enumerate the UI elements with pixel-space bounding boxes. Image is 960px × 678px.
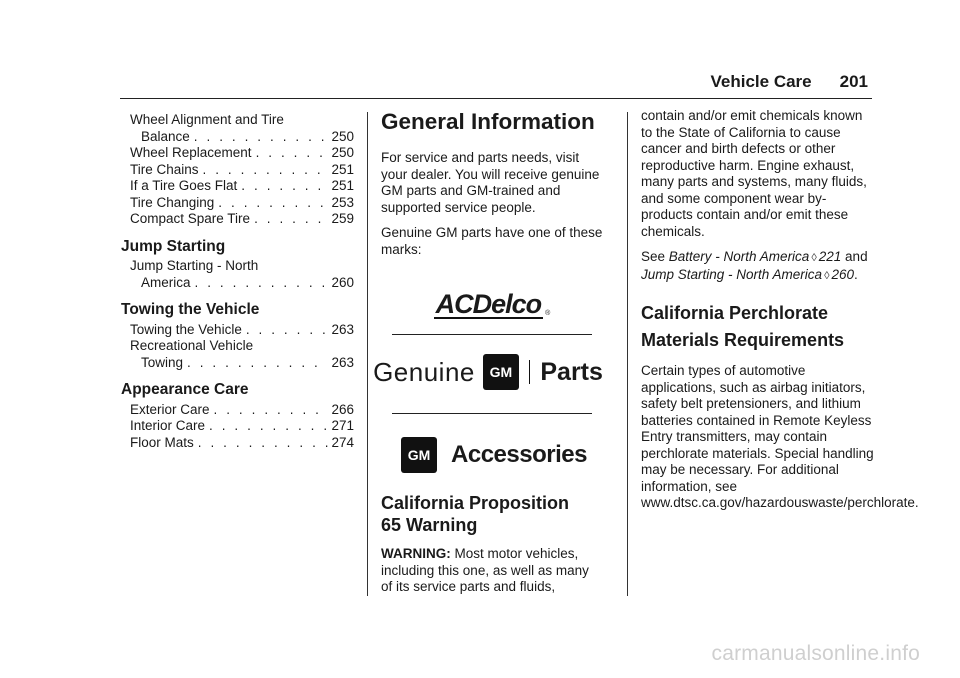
toc-entry-interior-care[interactable]: Interior Care . . . 271: [130, 418, 354, 435]
paragraph-service: For service and parts needs, visit your dealer. You will receive genuine GM parts and GM-trained and supported service people.: [381, 150, 600, 215]
paragraph-perchlorate: Certain types of automotive applications, such as airbag initiators, safety belt pretensioners, and lithium batteries contained in Remote Keyless Entry transmitters, may contain perchlorate materials. Special handling may be necessary. For additional information, see www.dtsc.ca.gov/hazardouswaste/perchlorate.: [641, 363, 919, 510]
toc-entry-floor-mats[interactable]: Floor Mats . . . 274: [130, 435, 354, 452]
toc-entry-wheel-replacement[interactable]: Wheel Replacement . . . 250: [130, 145, 354, 162]
toc-entry-rv-towing-cont[interactable]: Towing . . . 263: [130, 355, 354, 372]
heading-prop65: California Proposition 65 Warning: [381, 493, 570, 535]
paragraph-prop65-continued: contain and/or emit chemicals known to the State of California to cause cancer and birth defects or other reproductive harm. Engine exhaust, many parts and systems, many fluids, and some component wear by-products contain and/or emit these chemicals.: [641, 108, 867, 239]
toc-heading-jump-starting: Jump Starting: [121, 237, 226, 255]
toc-page: 266: [331, 401, 354, 417]
genuine-gm-parts-logo: Genuine GM Parts: [373, 349, 603, 395]
toc-entry-wheel-alignment[interactable]: Wheel Alignment and Tire: [130, 112, 284, 127]
heading-perchlorate: California Perchlorate Materials Requirements: [641, 303, 845, 350]
toc-page: 271: [331, 418, 354, 433]
toc-entry-tire-changing[interactable]: Tire Changing . . . 253: [130, 195, 354, 212]
toc-entry-exterior-care[interactable]: Exterior Care . . . 266: [130, 402, 354, 419]
heading-general-information: General Information: [381, 109, 595, 134]
watermark: carmanualsonline.info: [711, 642, 920, 665]
toc-page: 251: [331, 161, 354, 177]
gm-accessories-logo: GM Accessories: [385, 432, 603, 478]
toc-heading-towing: Towing the Vehicle: [121, 301, 260, 318]
paragraph-genuine-marks: Genuine GM parts have one of these marks:: [381, 225, 603, 257]
column-divider-left: [367, 112, 368, 596]
page-header: [711, 72, 869, 92]
xref-battery[interactable]: Battery - North America: [668, 249, 810, 264]
page-ref-icon: ◊: [811, 252, 817, 264]
logo-separator: [392, 413, 592, 414]
toc-page: 250: [331, 128, 354, 144]
paragraph-see-also: See Battery - North America ◊ 221 and Jump Starting - North America ◊ 260.: [641, 249, 868, 282]
toc-page: 263: [331, 321, 354, 337]
toc-page: 260: [331, 274, 354, 290]
toc-page: 263: [331, 354, 354, 370]
page-number: 201: [839, 72, 868, 91]
content-column-right: [641, 108, 919, 521]
xref-jump-starting-page[interactable]: 260: [831, 266, 855, 282]
toc-page: 250: [331, 145, 354, 160]
paragraph-warning: WARNING: Most motor vehicles, including this one, as well as many of its service parts and fluids,: [381, 546, 589, 594]
gm-logo-icon: GM: [401, 437, 437, 473]
toc-page: 251: [331, 178, 354, 193]
toc-entry-rv-towing[interactable]: Recreational Vehicle: [130, 338, 254, 353]
header-rule: [120, 98, 872, 99]
toc-entry-jump-starting[interactable]: Jump Starting - North: [130, 258, 259, 273]
toc-entry-towing[interactable]: Towing the Vehicle . . . 263: [130, 322, 354, 339]
toc-page: 253: [331, 194, 354, 210]
section-title: Vehicle Care: [710, 72, 812, 91]
toc-entry-compact-spare[interactable]: Compact Spare Tire . . . 259: [130, 211, 354, 228]
content-column-middle: [373, 108, 603, 605]
gm-logo-icon: GM: [483, 354, 519, 390]
toc-entry-wheel-alignment-cont[interactable]: Balance . . . 250: [130, 129, 354, 146]
toc-column: [121, 112, 354, 451]
warning-label: WARNING:: [381, 546, 451, 561]
xref-battery-page[interactable]: 221: [818, 249, 842, 264]
toc-page: 274: [331, 434, 354, 450]
column-divider-right: [627, 112, 628, 596]
toc-entry-tire-chains[interactable]: Tire Chains . . . 251: [130, 162, 354, 179]
logo-separator: [392, 334, 592, 335]
page-ref-icon: ◊: [824, 269, 830, 282]
toc-heading-appearance: Appearance Care: [121, 381, 249, 398]
xref-jump-starting[interactable]: Jump Starting - North America: [641, 266, 823, 282]
toc-page: 259: [331, 211, 354, 226]
toc-entry-tire-flat[interactable]: If a Tire Goes Flat . . . 251: [130, 178, 354, 195]
acdelco-logo: ACDelco ®: [435, 289, 551, 319]
toc-entry-jump-starting-cont[interactable]: America . . . 260: [130, 275, 354, 292]
